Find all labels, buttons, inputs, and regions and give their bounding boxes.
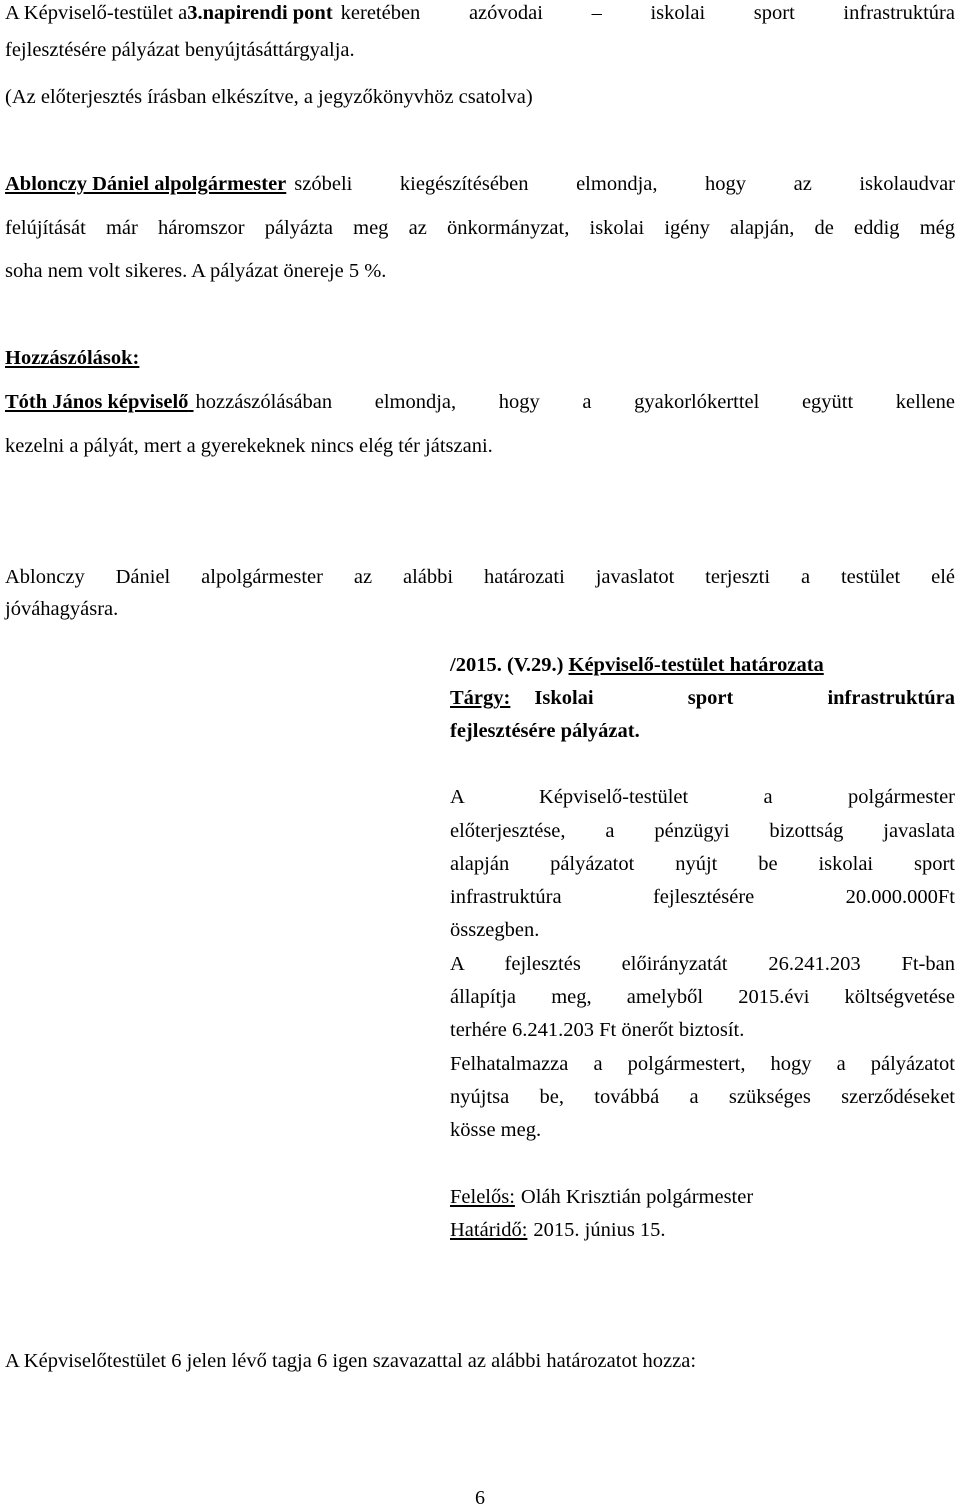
- intro-text-a: A Képviselő-testület a: [5, 2, 188, 24]
- supplement-text-1: szóbeli kiegészítésében elmondja, hogy az iskolaudvar: [294, 173, 955, 195]
- supplement-line-1: [5, 171, 955, 197]
- resolution-body-line-8: terhére 6.241.203 Ft önerőt biztosít.: [450, 1019, 745, 1041]
- resolution-body-line-9: Felhatalmazza a polgármestert, hogy a pályázatot: [450, 1053, 955, 1075]
- intro-line-1: [5, 0, 955, 26]
- responsible-value: Oláh Krisztián polgármester: [520, 1186, 754, 1208]
- resolution-number: /2015. (V.29.): [450, 654, 564, 676]
- comments-text-1: hozzászólásában elmondja, hogy a gyakorlókerttel együtt kellene: [195, 391, 955, 413]
- responsible-label: Felelős:: [450, 1186, 515, 1208]
- subject-text-2: fejlesztésére pályázat.: [450, 720, 640, 742]
- agenda-item-number: 3.napirendi pont: [187, 2, 333, 24]
- proposal-line-1: Ablonczy Dániel alpolgármester az alábbi határozati javaslatot terjeszti a testület elé: [5, 566, 955, 588]
- deadline-line: [450, 1217, 955, 1243]
- resolution-number-line: [450, 652, 955, 678]
- supplement-line-2: felújítását már háromszor pályázta meg az önkormányzat, iskolai igény alapján, de eddig még: [5, 217, 955, 239]
- resolution-body-line-6: A fejlesztés előirányzatát 26.241.203 Ft-ban: [450, 953, 955, 975]
- intro-line-2: fejlesztésére pályázat benyújtásáttárgyalja.: [5, 39, 355, 61]
- resolution-body-line-2: előterjesztése, a pénzügyi bizottság javaslata: [450, 820, 955, 842]
- commenter-name: Tóth János képviselő: [5, 391, 189, 413]
- comments-line-1: [5, 389, 955, 415]
- resolution-body-line-3: alapján pályázatot nyújt be iskolai sport: [450, 853, 955, 875]
- resolution-body-line-4: infrastruktúra fejlesztésére 20.000.000Ft: [450, 886, 955, 908]
- proposal-line-2: jóváhagyásra.: [5, 598, 119, 620]
- intro-line-3: (Az előterjesztés írásban elkészítve, a jegyzőkönyvhöz csatolva): [5, 86, 533, 108]
- subject-text-1: Iskolai sport infrastruktúra: [534, 687, 955, 709]
- resolution-body-line-10: nyújtsa be, továbbá a szükséges szerződéseket: [450, 1086, 955, 1108]
- resolution-title: Képviselő-testület határozata: [568, 654, 824, 676]
- subject-label: Tárgy:: [450, 687, 511, 709]
- resolution-subject-line: [450, 685, 955, 711]
- resolution-body-line-7: állapítja meg, amelyből 2015.évi költségvetése: [450, 986, 955, 1008]
- deadline-label: Határidő:: [450, 1219, 528, 1241]
- comments-line-2: kezelni a pályát, mert a gyerekeknek nincs elég tér játszani.: [5, 435, 493, 457]
- resolution-body-line-1: A Képviselő-testület a polgármester: [450, 786, 955, 808]
- deadline-value: 2015. június 15.: [533, 1219, 666, 1241]
- responsible-line: [450, 1184, 955, 1210]
- supplement-line-3: soha nem volt sikeres. A pályázat önereje 5 %.: [5, 260, 387, 282]
- resolution-body-line-11: kösse meg.: [450, 1119, 542, 1141]
- resolution-body-line-5: összegben.: [450, 919, 540, 941]
- vote-line: A Képviselőtestület 6 jelen lévő tagja 6 igen szavazattal az alábbi határozatot hozza:: [5, 1350, 697, 1372]
- comments-heading: Hozzászólások:: [5, 347, 140, 369]
- intro-text-c: keretében azóvodai – iskolai sport infrastruktúra: [340, 2, 955, 24]
- speaker-name: Ablonczy Dániel alpolgármester: [5, 173, 287, 195]
- page-number: 6: [475, 1487, 485, 1509]
